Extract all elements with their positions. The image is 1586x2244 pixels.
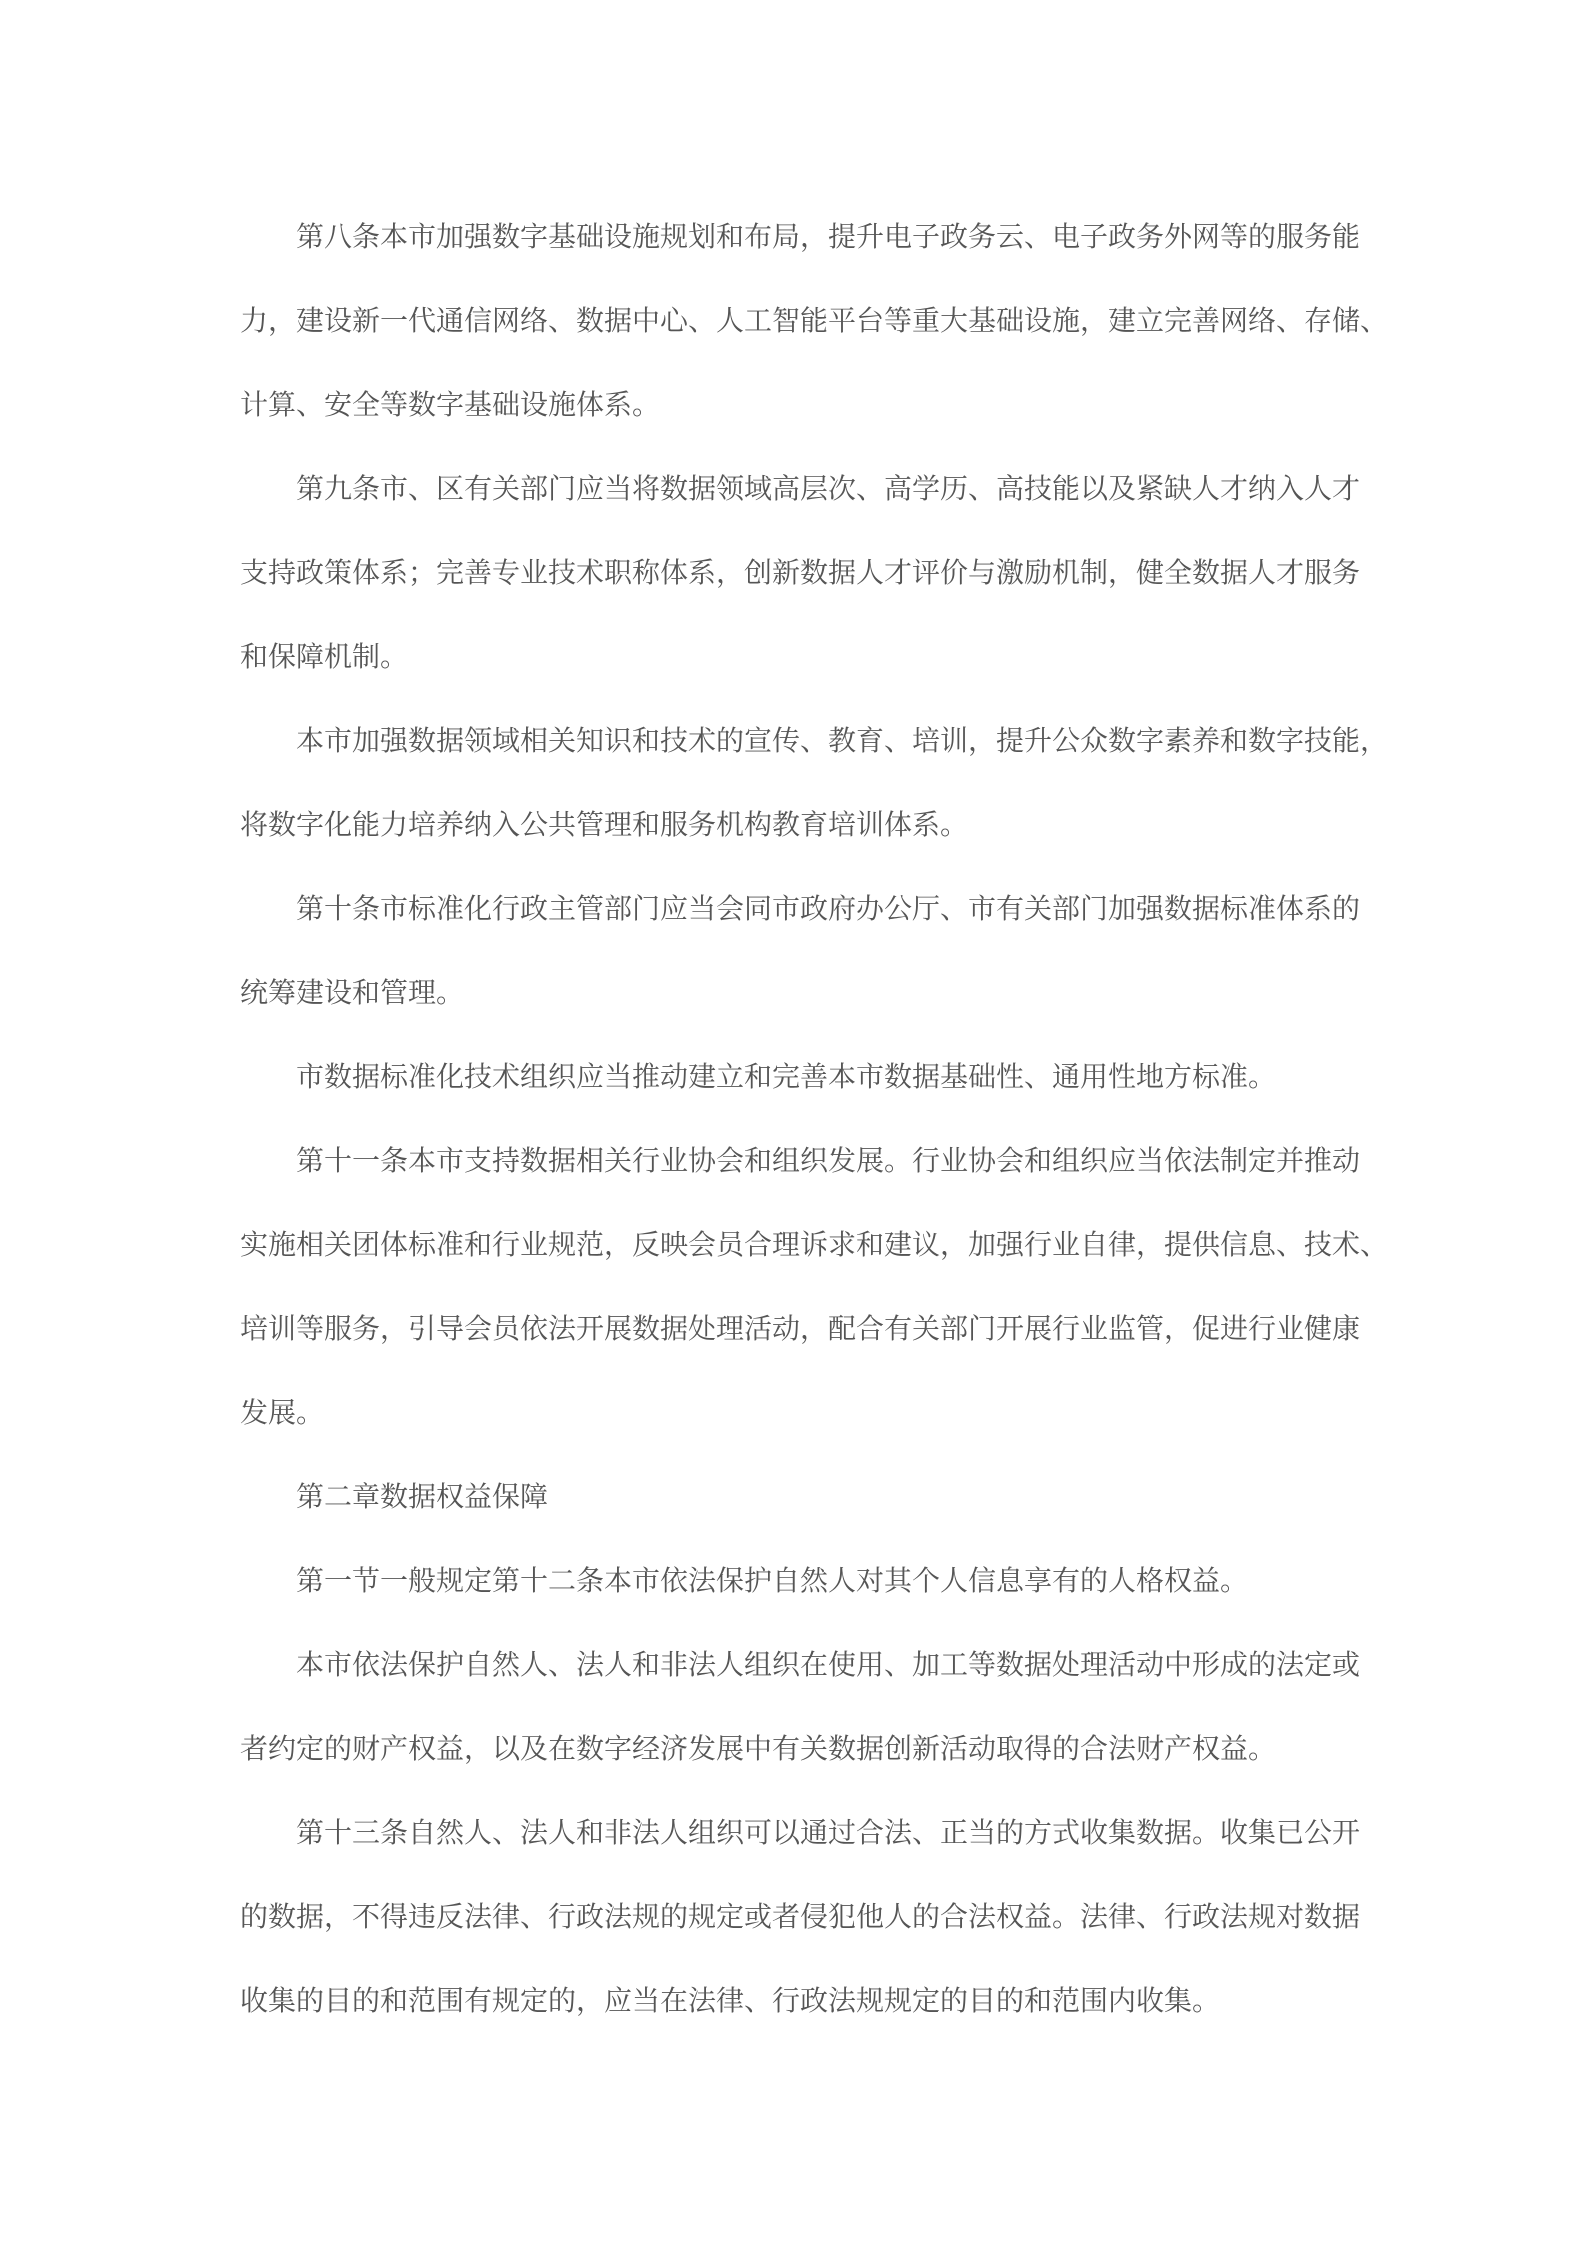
text-line: 培训等服务，引导会员依法开展数据处理活动，配合有关部门开展行业监管，促进行业健康 <box>240 1313 1361 1344</box>
paragraph <box>240 1539 1357 1623</box>
paragraph <box>240 1623 1361 1791</box>
paragraph <box>240 1119 1389 1455</box>
text-line: 和保障机制。 <box>240 641 409 672</box>
text-line: 力，建设新一代通信网络、数据中心、人工智能平台等重大基础设施，建立完善网络、存储、 <box>240 305 1389 336</box>
paragraph <box>240 1455 1357 1539</box>
paragraph <box>240 1791 1361 2043</box>
text-line: 第十条市标准化行政主管部门应当会同市政府办公厅、市有关部门加强数据标准体系的 <box>296 893 1361 924</box>
text-line: 支持政策体系；完善专业技术职称体系，创新数据人才评价与激励机制，健全数据人才服务 <box>240 557 1361 588</box>
paragraph <box>240 1035 1357 1119</box>
text-line: 本市加强数据领域相关知识和技术的宣传、教育、培训，提升公众数字素养和数字技能， <box>296 725 1389 756</box>
paragraph <box>240 195 1389 447</box>
paragraph <box>240 867 1361 1035</box>
document-body <box>240 195 1389 2043</box>
text-line: 第十一条本市支持数据相关行业协会和组织发展。行业协会和组织应当依法制定并推动 <box>296 1145 1361 1176</box>
text-line: 市数据标准化技术组织应当推动建立和完善本市数据基础性、通用性地方标准。 <box>296 1061 1277 1092</box>
text-line: 第九条市、区有关部门应当将数据领域高层次、高学历、高技能以及紧缺人才纳入人才 <box>296 473 1361 504</box>
text-line: 本市依法保护自然人、法人和非法人组织在使用、加工等数据处理活动中形成的法定或 <box>296 1649 1361 1680</box>
text-line: 第一节一般规定第十二条本市依法保护自然人对其个人信息享有的人格权益。 <box>296 1565 1249 1596</box>
text-line: 发展。 <box>240 1397 325 1428</box>
text-line: 者约定的财产权益，以及在数字经济发展中有关数据创新活动取得的合法财产权益。 <box>240 1733 1277 1764</box>
paragraph <box>240 699 1389 867</box>
text-line: 计算、安全等数字基础设施体系。 <box>240 389 661 420</box>
text-line: 第二章数据权益保障 <box>296 1481 549 1512</box>
text-line: 第十三条自然人、法人和非法人组织可以通过合法、正当的方式收集数据。收集已公开 <box>296 1817 1361 1848</box>
text-line: 第八条本市加强数字基础设施规划和布局，提升电子政务云、电子政务外网等的服务能 <box>296 221 1361 252</box>
text-line: 实施相关团体标准和行业规范，反映会员合理诉求和建议，加强行业自律，提供信息、技术、 <box>240 1229 1389 1260</box>
text-line: 统筹建设和管理。 <box>240 977 465 1008</box>
paragraph <box>240 447 1361 699</box>
text-line: 的数据，不得违反法律、行政法规的规定或者侵犯他人的合法权益。法律、行政法规对数据 <box>240 1901 1361 1932</box>
text-line: 将数字化能力培养纳入公共管理和服务机构教育培训体系。 <box>240 809 969 840</box>
text-line: 收集的目的和范围有规定的，应当在法律、行政法规规定的目的和范围内收集。 <box>240 1985 1221 2016</box>
